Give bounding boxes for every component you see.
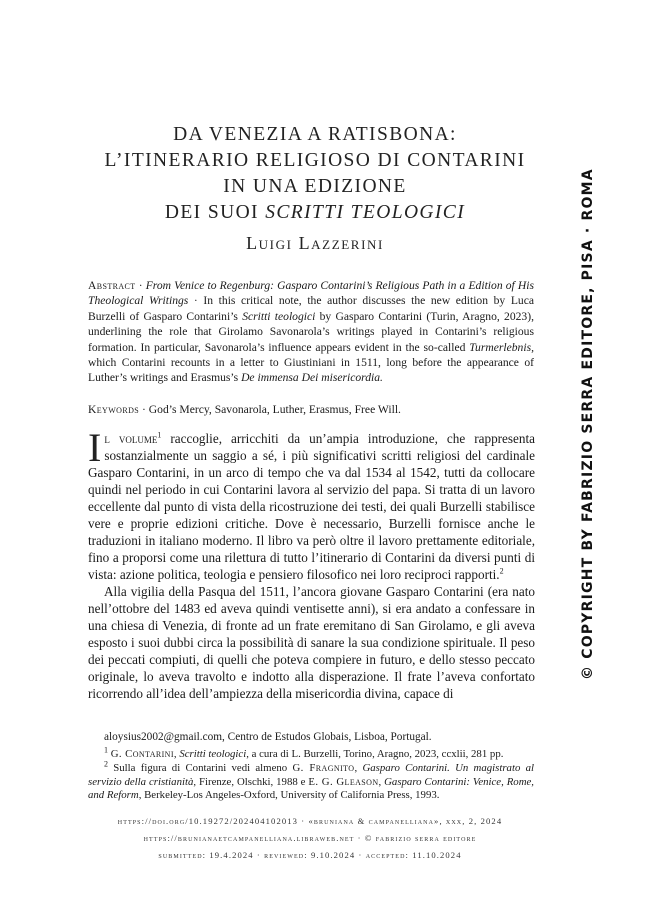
article-body (88, 425, 536, 702)
footnote-2-a: Sulla figura di Contarini vedi almeno (113, 761, 293, 774)
abstract (88, 278, 534, 386)
paragraph-1 (88, 425, 536, 583)
keywords-text: · God’s Mercy, Savonarola, Luther, Erasmus, Free Will. (139, 403, 401, 416)
footnote-1-sep: , (173, 748, 180, 760)
article-title-line-2: L’ITINERARIO RELIGIOSO DI CONTARINI (104, 150, 526, 171)
footnote-2-b: , (354, 761, 363, 774)
journal-url-line[interactable]: https://brunianaetcampanelliana.libraweb.net · © fabrizio serra editore (143, 833, 477, 843)
abstract-text-1: · In this critical note, the author discusses the new edition by Luca Burzelli of Gasparo Contarini’s (88, 294, 534, 323)
footnote-2-author-2: E. G. Gleason (308, 775, 379, 788)
footnote-2-e: , Berkeley-Los Angeles-Oxford, University of California Press, 1993. (138, 789, 440, 802)
title-line-4-plain: DEI SUOI (164, 202, 266, 223)
abstract-english-title: From Venice to Regenburg: Gasparo Contarini’s Religious Path in a Edition of His Theological Writings (88, 279, 534, 308)
author-affiliation: aloysius2002@gmail.com, Centro de Estudos Globais, Lisboa, Portugal. (104, 731, 432, 743)
abstract-label: Abstract (88, 279, 136, 292)
author-name: Luigi Lazzerini (246, 233, 384, 253)
footnote-2-c: , Firenze, Olschki, 1988 e (193, 775, 309, 788)
footnote-1-rest: , a cura di L. Burzelli, Torino, Aragno, 2023, ccxlii, 281 pp. (246, 748, 504, 760)
abstract-separator: · (135, 279, 146, 292)
footnote-ref-2[interactable]: 2 (499, 566, 504, 576)
copyright-notice: © COPYRIGHT BY FABRIZIO SERRA EDITORE, PISA · ROMA (580, 168, 596, 680)
footnote-number-1: 1 (104, 745, 108, 755)
footnote-2-author-1: G. Fragnito (292, 761, 355, 774)
footnote-2-title-1: Gasparo Contarini. Un magistrato al servizio della cristianità (88, 761, 535, 788)
footnote-1-author: G. Contarini (110, 748, 174, 760)
abstract-text-2: by Gasparo Contarini (Turin, Aragno, 2023), underlining the role that Girolamo Savonarola’s writings played in Contarini’s religious formation. In particular, Savonarola’s influence appears evident in the so-called (88, 309, 534, 354)
footnote-ref-1[interactable]: 1 (157, 430, 162, 440)
footnote-number-2: 2 (104, 759, 108, 769)
footnote-2 (88, 759, 535, 803)
abstract-italic-2: Scritti teologici (242, 309, 316, 323)
footnote-1 (88, 745, 534, 762)
footnote-1-title: Scritti teologici (179, 748, 247, 760)
article-title-line-4 (80, 200, 550, 225)
article-title-line-1: DA VENEZIA A RATISBONA: (173, 124, 457, 145)
paragraph-2: Alla vigilia della Pasqua del 1511, l’ancora giovane Gasparo Contarini (era nato nell’ottobre del 1483 ed aveva quindi ventisette anni), si era andato a confessare in una chiesa di Venezia, di fronte ad un frate eremitano di San Girolamo, e gli aveva esposto i suoi dubbi circa la possibilità di sanare la sua condizione spirituale. Il peso dei peccati compiuti, di quelli che poteva compiere in futuro, e dello stesso peccato originale, lo aveva travolto e indotto alla disperazione. Il frate l’aveva confortato ricorrendo all’idea dell’ampiezza della misericordia divina, capace di (88, 584, 535, 701)
opening-words: l volume (104, 431, 158, 446)
abstract-italic-3: Turmerlebnis, (469, 340, 534, 354)
abstract-italic-4: De immensa Dei misericordia. (241, 371, 383, 385)
article-title-line-3: IN UNA EDIZIONE (223, 176, 407, 197)
keywords-label: Keywords (88, 403, 140, 416)
submission-dates: submitted: 19.4.2024 · reviewed: 9.10.2024 · accepted: 11.10.2024 (158, 850, 462, 860)
doi-line[interactable]: https://doi.org/10.19272/202404102013 · «bruniana & campanelliana», xxx, 2, 2024 (117, 816, 503, 826)
keywords (88, 402, 534, 417)
drop-cap: I (88, 425, 102, 470)
title-line-4-italic: SCRITTI TEOLOGICI (265, 202, 466, 223)
footnote-2-title-2: Gasparo Contarini: Venice, Rome, and Reform (88, 775, 534, 802)
abstract-text-3: which Contarini recounts in a letter to Giustiniani in 1511, long before the appearance of Luther’s writings and Erasmus’s (88, 356, 534, 385)
paragraph-1-text: raccoglie, arricchiti da un’ampia introduzione, che rappresenta sostanzialmente un saggio a sé, i più significativi scritti religiosi del cardinale Gasparo Contarini, in un arco di tempo che va dal 1534 al 1542, tutti da collocare quindi nel periodo in cui Contarini lavora al servizio del papa. Si tratta di un lavoro eccellente dal punto di vista della ricostruzione dei testi, dei quali Burzelli stabilisce vere e proprie edizioni critiche. Dove è necessario, Burzelli fornisce anche le traduzioni in italiano moderno. Il libro va però oltre il lavoro prettamente editoriale, fino a proporsi come una rilettura di tutto l’itinerario di Contarini da diversi punti di vista: azione politica, teologia e pensiero filosofico nei loro reciproci rapporti. (88, 431, 536, 582)
footnotes (88, 745, 535, 803)
footnote-2-d: , (378, 775, 385, 788)
